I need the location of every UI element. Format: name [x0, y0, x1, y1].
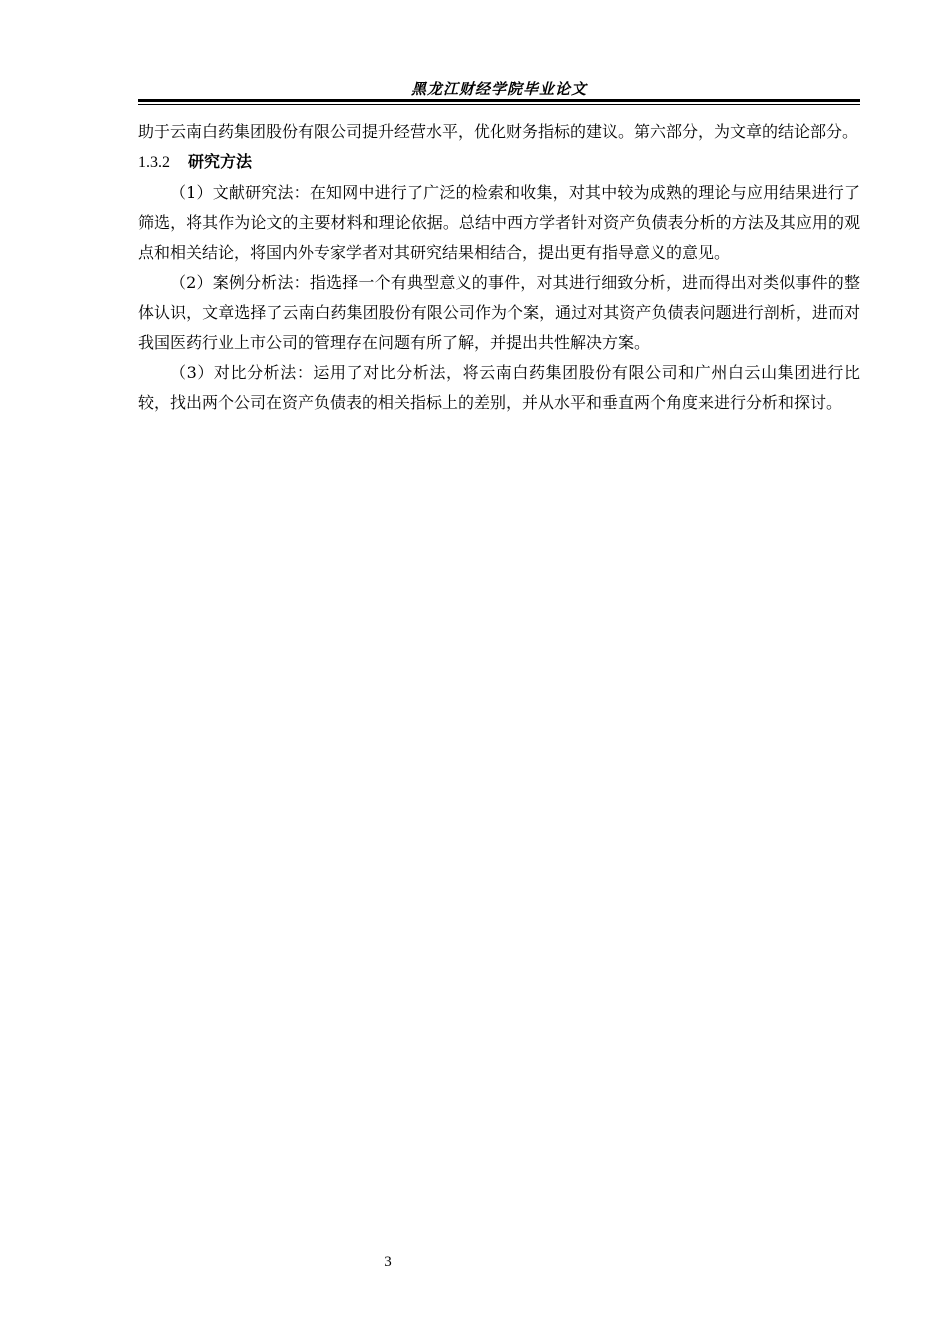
paragraph-literature-method: （1）文献研究法：在知网中进行了广泛的检索和收集，对其中较为成熟的理论与应用结果进行了筛选，将其作为论文的主要材料和理论依据。总结中西方学者针对资产负债表分析的方法及其应用的观点和相关结论，将国内外专家学者对其研究结果相结合，提出更有指导意义的意见。 [138, 183, 860, 262]
section-title: 研究方法 [188, 152, 253, 171]
document-body [138, 117, 860, 418]
page-header-title: 黑龙江财经学院毕业论文 [410, 80, 587, 98]
page-number: 3 [384, 1254, 392, 1270]
header-rule-thin [138, 104, 860, 105]
section-number: 1.3.2 [138, 154, 170, 171]
section-heading [138, 147, 860, 178]
paragraph-comparison-method: （3）对比分析法：运用了对比分析法，将云南白药集团股份有限公司和广州白云山集团进行比较，找出两个公司在资产负债表的相关指标上的差别，并从水平和垂直两个角度来进行分析和探讨。 [138, 363, 860, 412]
header-rule-thick [138, 99, 860, 102]
paragraph-case-method: （2）案例分析法：指选择一个有典型意义的事件，对其进行细致分析，进而得出对类似事件的整体认识，文章选择了云南白药集团股份有限公司作为个案，通过对其资产负债表问题进行剖析，进而对我国医药行业上市公司的管理存在问题有所了解，并提出共性解决方案。 [138, 273, 860, 352]
continuation-paragraph: 助于云南白药集团股份有限公司提升经营水平，优化财务指标的建议。第六部分，为文章的结论部分。 [138, 122, 859, 141]
